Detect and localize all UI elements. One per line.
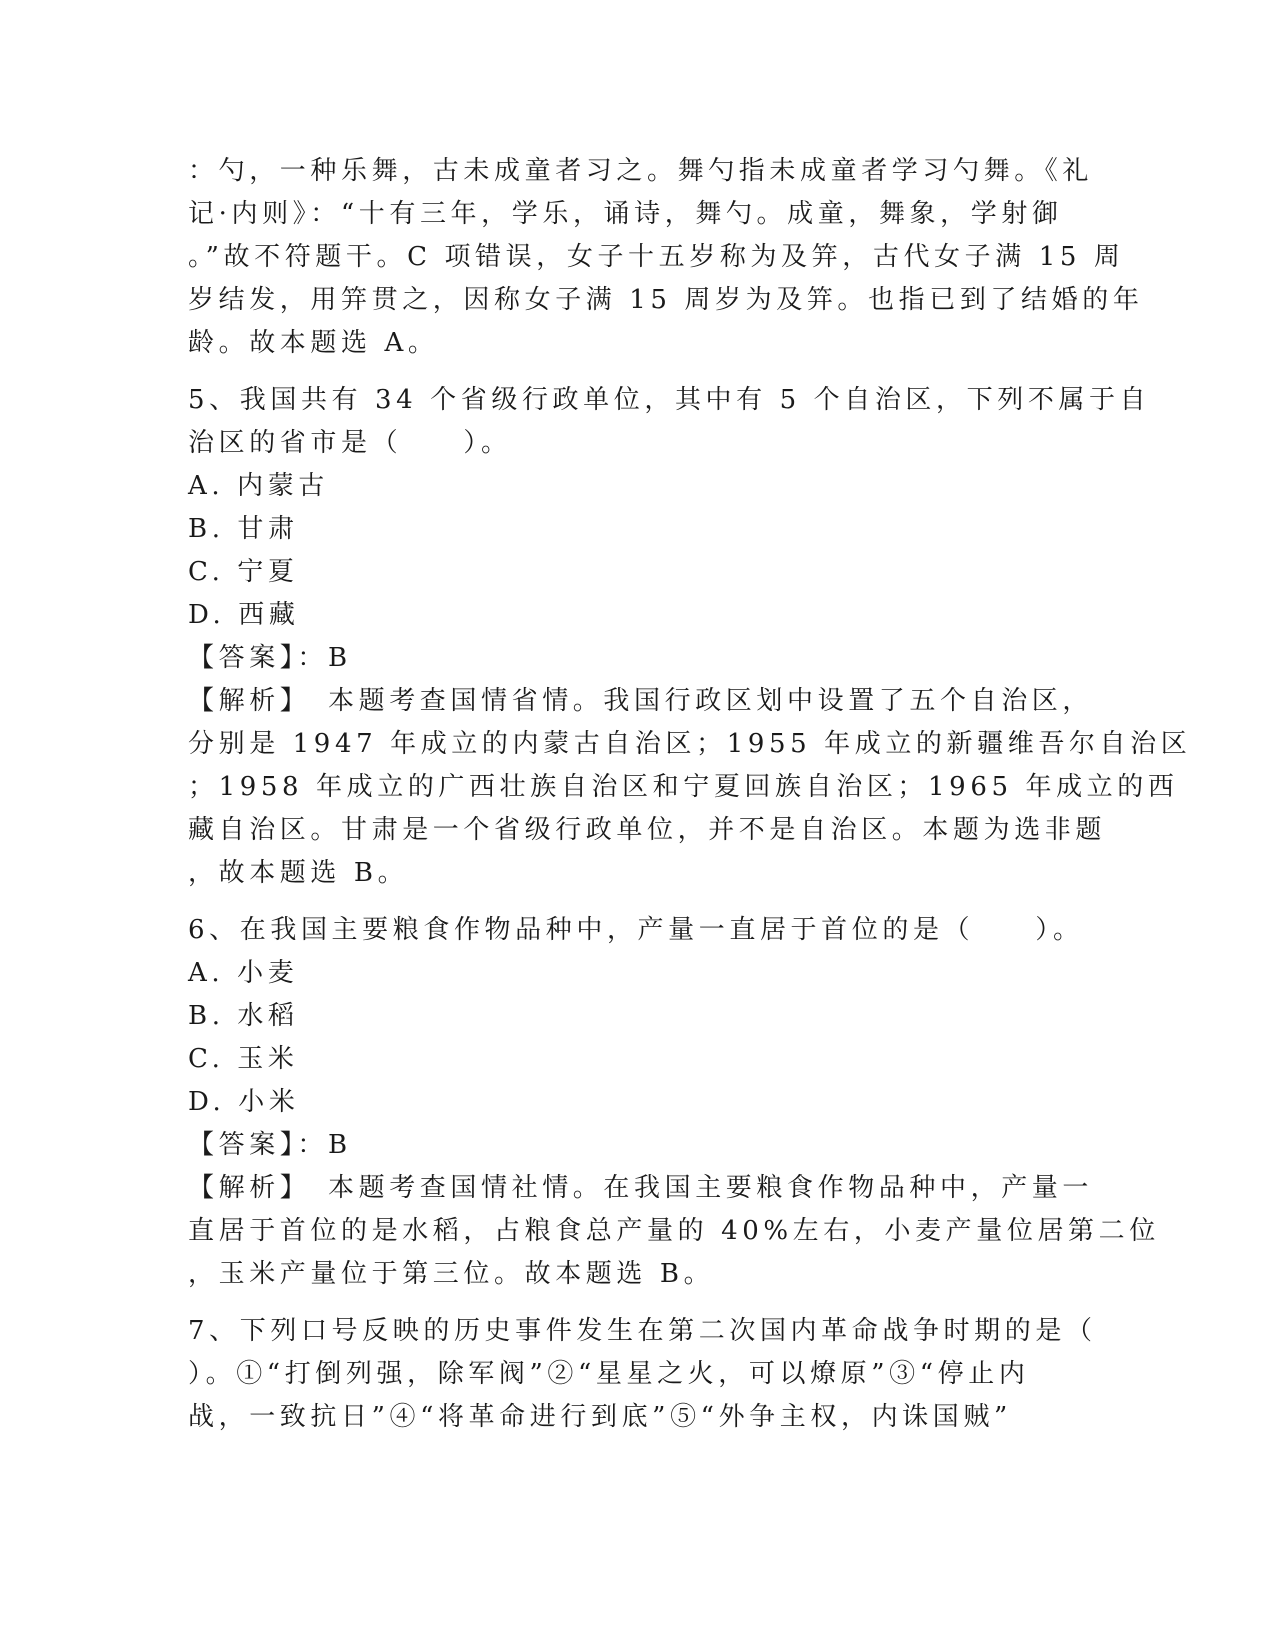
text-line: 岁结发，用笄贯之，因称女子满 15 周岁为及笄。也指已到了结婚的年 [188, 285, 1144, 315]
question-stem: 6、在我国主要粮食作物品种中，产量一直居于首位的是（ ）。 [188, 915, 1084, 945]
option-d: D. 西藏 [188, 600, 300, 630]
text-line: ：勺，一种乐舞，古未成童者习之。舞勺指未成童者学习勺舞。《礼 [188, 156, 1094, 186]
question-5 [188, 379, 1192, 895]
analysis-line: 分别是 1947 年成立的内蒙古自治区；1955 年成立的新疆维吾尔自治区 [188, 729, 1192, 759]
previous-analysis-continuation [188, 150, 1144, 365]
question-stem: 7、下列口号反映的历史事件发生在第二次国内革命战争时期的是（ [188, 1316, 1097, 1346]
question-stem: ）。①“打倒列强，除军阀”②“星星之火，可以燎原”③“停止内 [188, 1359, 1030, 1389]
text-line: 记·内则》：“十有三年，学乐，诵诗，舞勺。成童，舞象，学射御 [188, 199, 1063, 229]
answer: 【答案】：B [188, 643, 352, 673]
option-a: A. 内蒙古 [188, 471, 329, 501]
option-c: C. 玉米 [188, 1044, 299, 1074]
analysis-line: ，玉米产量位于第三位。故本题选 B。 [188, 1259, 715, 1289]
question-stem: 5、我国共有 34 个省级行政单位，其中有 5 个自治区，下列不属于自 [188, 385, 1151, 415]
question-6 [188, 909, 1160, 1296]
analysis-line: 藏自治区。甘肃是一个省级行政单位，并不是自治区。本题为选非题 [188, 815, 1107, 845]
option-c: C. 宁夏 [188, 557, 299, 587]
option-a: A. 小麦 [188, 958, 299, 988]
analysis-line: 【解析】 本题考查国情省情。我国行政区划中设置了五个自治区， [188, 686, 1094, 716]
analysis-line: 直居于首位的是水稻，占粮食总产量的 40%左右，小麦产量位居第二位 [188, 1216, 1160, 1246]
question-7 [188, 1310, 1097, 1439]
text-line: 。”故不符题干。C 项错误，女子十五岁称为及笄，古代女子满 15 周 [188, 242, 1125, 272]
question-stem: 治区的省市是（ ）。 [188, 428, 512, 458]
text-line: 龄。故本题选 A。 [188, 328, 439, 358]
answer: 【答案】：B [188, 1130, 352, 1160]
analysis-line: 【解析】 本题考查国情社情。在我国主要粮食作物品种中，产量一 [188, 1173, 1094, 1203]
option-b: B. 甘肃 [188, 514, 299, 544]
option-b: B. 水稻 [188, 1001, 299, 1031]
option-d: D. 小米 [188, 1087, 300, 1117]
question-stem: 战，一致抗日”④“将革命进行到底”⑤“外争主权，内诛国贼” [188, 1402, 1012, 1432]
analysis-line: ；1958 年成立的广西壮族自治区和宁夏回族自治区；1965 年成立的西 [188, 772, 1179, 802]
page-content [188, 150, 1192, 1439]
analysis-line: ，故本题选 B。 [188, 858, 409, 888]
